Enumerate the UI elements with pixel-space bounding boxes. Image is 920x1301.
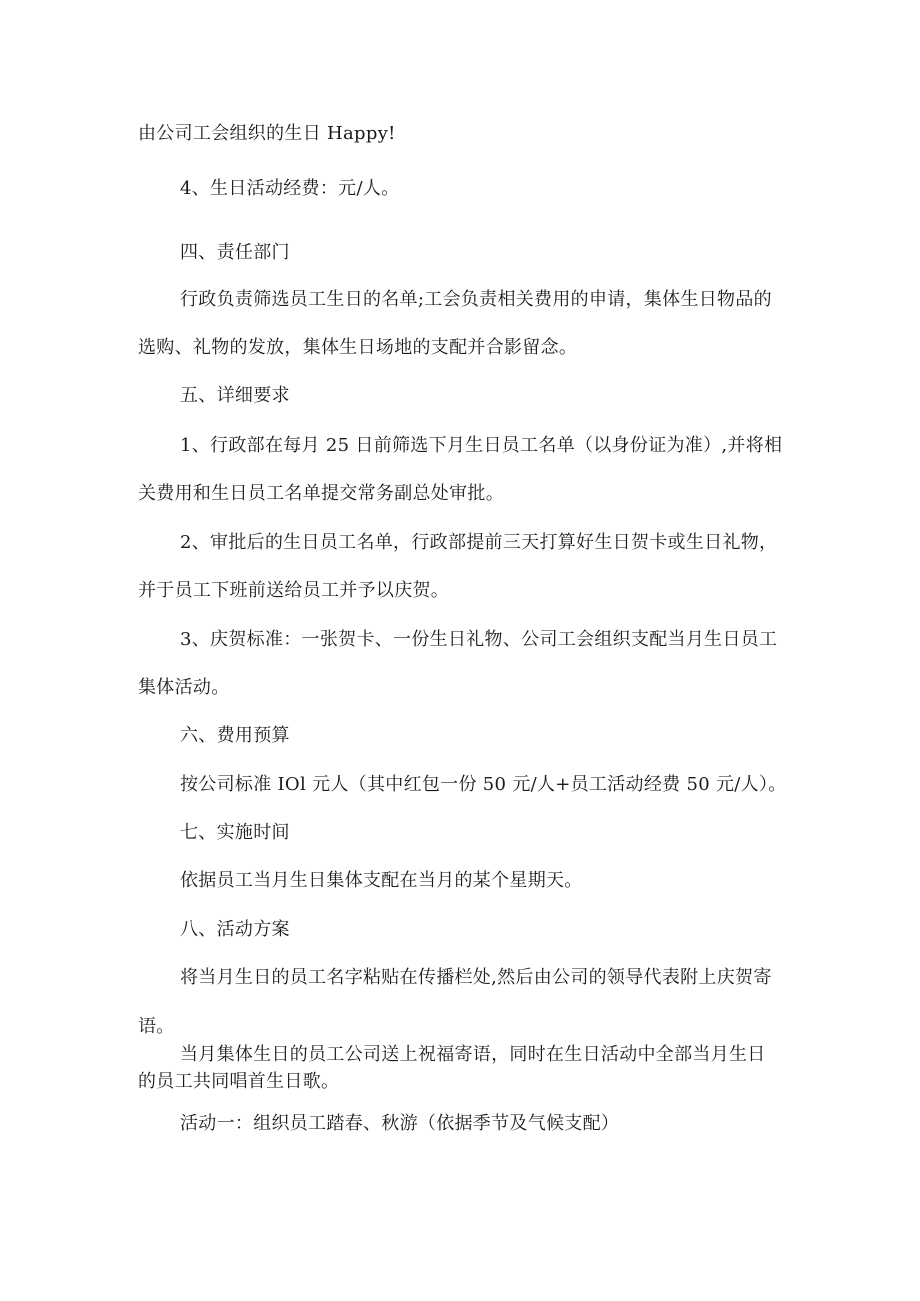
paragraph-line: 集体活动。 (138, 677, 230, 698)
list-item: 4、生日活动经费：元/人。 (180, 178, 400, 199)
paragraph-line: 行政负责筛选员工生日的名单;工会负责相关费用的申请，集体生日物品的 (180, 289, 772, 310)
section-heading: 八、活动方案 (180, 919, 290, 940)
paragraph-line: 活动一：组织员工踏春、秋游（依据季节及气候支配） (180, 1113, 620, 1134)
section-heading: 七、实施时间 (180, 822, 290, 843)
paragraph-line: 的员工共同唱首生日歌。 (138, 1071, 340, 1092)
list-item: 2、审批后的生日员工名单，行政部提前三天打算好生日贺卡或生日礼物， (180, 532, 778, 553)
section-heading: 六、费用预算 (180, 725, 290, 746)
paragraph-line: 语。 (138, 1016, 175, 1037)
paragraph-line: 当月集体生日的员工公司送上祝福寄语，同时在生日活动中全部当月生日 (180, 1044, 766, 1065)
paragraph-line: 依据员工当月生日集体支配在当月的某个星期天。 (180, 870, 583, 891)
list-item: 1、行政部在每月 25 日前筛选下月生日员工名单（以身份证为准）,并将相 (180, 435, 783, 456)
paragraph-line: 并于员工下班前送给员工并予以庆贺。 (138, 580, 450, 601)
paragraph-line: 将当月生日的员工名字粘贴在传播栏处,然后由公司的领导代表附上庆贺寄 (180, 967, 772, 988)
paragraph-line: 选购、礼物的发放，集体生日场地的支配并合影留念。 (138, 337, 578, 358)
section-heading: 四、责任部门 (180, 242, 290, 263)
section-heading: 五、详细要求 (180, 385, 290, 406)
paragraph-line: 关费用和生日员工名单提交常务副总处审批。 (138, 483, 504, 504)
list-item: 3、庆贺标准：一张贺卡、一份生日礼物、公司工会组织支配当月生日员工 (180, 629, 778, 650)
text-line: 由公司工会组织的生日 Happy! (138, 123, 396, 144)
paragraph-line: 按公司标准 IOl 元人（其中红包一份 50 元/人+员工活动经费 50 元/人）。 (180, 774, 787, 795)
